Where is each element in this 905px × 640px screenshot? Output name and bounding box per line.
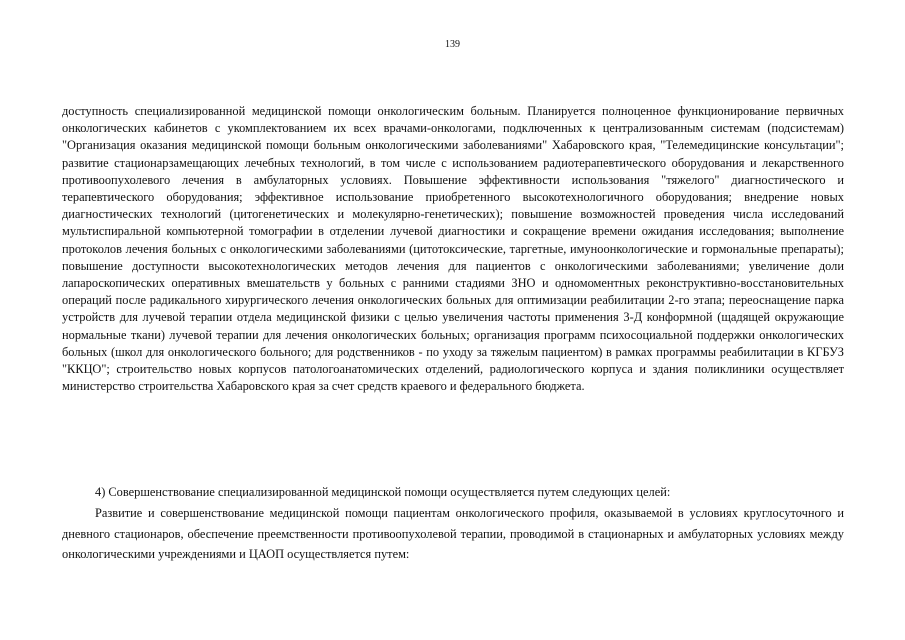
- section-paragraph: Развитие и совершенствование медицинской помощи пациентам онкологического профиля, оказываемой в условиях круглосуточного и дневного стационаров, обеспечение преемственности противоопухолевой терапии, проводимой в стационарных и амбулаторных условиях между онкологическими учреждениями и ЦАОП осуществляется путем:: [62, 506, 844, 561]
- page-number: 139: [445, 39, 460, 50]
- body-paragraph-continued: доступность специализированной медицинской помощи онкологическим больным. Планируется полноценное функционирование первичных онкологических кабинетов с укомплектованием их всех врачами-онкологами, подключенных к централизованным системам (подсистемам) "Организация оказания медицинской помощи больным онкологическими заболеваниями" Хабаровского края, "Телемедицинские консультации"; развитие стационарзамещающих лечебных технологий, в том числе с использованием радиотерапевтического оборудования и лекарственного противоопухолевого лечения в амбулаторных условиях. Повышение эффективности использования "тяжелого" диагностического и терапевтического оборудования; эффективное использование приобретенного высокотехнологичного оборудования; внедрение новых диагностических технологий (цитогенетических и молекулярно-генетических); повышение возможностей проведения числа исследований мультиспиральной компьютерной томографии в отделении лучевой диагностики и сокращение времени ожидания исследования; выполнение протоколов лечения больных с онкологическими заболеваниями (цитотоксические, таргетные, имуноонкологические и гормональные препараты); повышение доступности высокотехнологических методов лечения для пациентов с онкологическими заболеваниями; увеличение доли лапароскопических оперативных вмешательств у больных с ранними стадиями ЗНО и одномоментных реконструктивно-восстановительных операций после радикального хирургического лечения онкологических больных для оптимизации реабилитации 2-го этапа; переоснащение парка устройств для лучевой терапии отдела медицинской физики с целью увеличения частоты применения 3-Д конформной (щадящей окружающие нормальные ткани) лучевой терапии для лечения онкологических больных; организация программ психосоциальной поддержки онкологических больных (школ для онкологического больного; для родственников - по уходу за тяжелым пациентом) в рамках программы реабилитации в КГБУЗ "ККЦО"; строительство новых корпусов патологоанатомических отделений, радиологического корпуса и здания поликлиники осуществляет министерство строительства Хабаровского края за счет средств краевого и федерального бюджета.: [62, 104, 844, 394]
- section-4: [62, 482, 844, 565]
- section-heading: 4) Совершенствование специализированной медицинской помощи осуществляется путем следующих целей:: [95, 485, 671, 499]
